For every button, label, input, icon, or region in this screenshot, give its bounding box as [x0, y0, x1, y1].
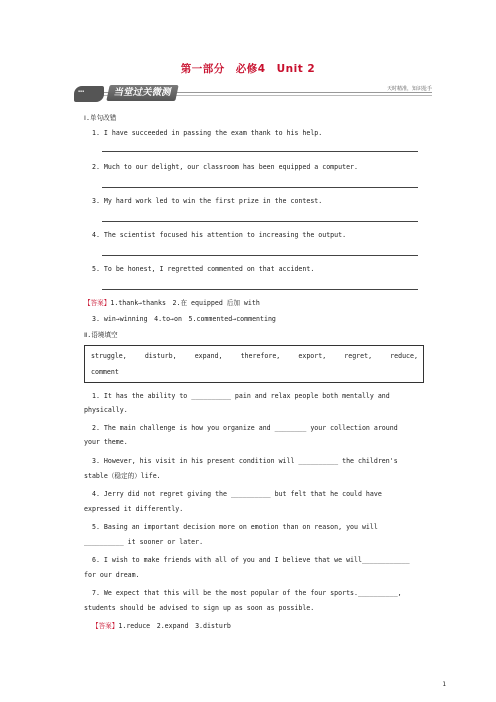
- answer-blank-2: [102, 187, 418, 188]
- fill-question-6-cont: for our dream.: [84, 571, 140, 579]
- fill-question-2: 2. The main challenge is how you organize and ________ your collection around: [92, 424, 398, 432]
- answer-key-1: [84, 299, 260, 308]
- word-bank-item: comment: [91, 368, 119, 376]
- section2-heading: Ⅱ.语境填空: [84, 331, 118, 339]
- answer-text: 1.reduce 2.expand 3.disturb: [118, 622, 231, 630]
- answer-key-1-continued: 3. win→winning 4.to→on 5.commented→commenting: [92, 315, 276, 323]
- fill-question-5-cont: __________ it sooner or later.: [84, 538, 204, 546]
- question-1: 1. I have succeeded in passing the exam thank to his help.: [92, 129, 323, 137]
- word-bank-box: [84, 345, 424, 383]
- word-bank-item: therefore,: [240, 352, 281, 360]
- answer-label: 【答案】: [92, 622, 119, 630]
- fill-question-4-cont: expressed it differently.: [84, 505, 184, 513]
- page-title: 第一部分 必修4 Unit 2: [180, 63, 316, 75]
- question-2: 2. Much to our delight, our classroom has been equipped a computer.: [92, 163, 358, 171]
- fill-question-3: 3. However, his visit in his present condition will __________ the children's: [92, 457, 398, 465]
- question-5: 5. To be honest, I regretted commented on that accident.: [92, 265, 315, 273]
- section-banner: [74, 84, 432, 106]
- fill-question-6: 6. I wish to make friends with all of you and I believe that we will____________: [92, 556, 410, 564]
- answer-label: 【答案】: [84, 299, 111, 307]
- section1-heading: Ⅰ.单句改错: [84, 114, 117, 122]
- fill-question-1: 1. It has the ability to __________ pain and relax people both mentally and: [92, 392, 390, 400]
- question-3: 3. My hard work led to win the first prize in the contest.: [92, 197, 323, 205]
- question-4: 4. The scientist focused his attention to increasing the output.: [92, 231, 347, 239]
- fill-question-7: 7. We expect that this will be the most popular of the four sports.__________,: [92, 589, 402, 597]
- word-bank-item: expand,: [194, 352, 223, 360]
- word-bank-item: struggle,: [91, 352, 127, 360]
- answer-blank-4: [102, 255, 418, 256]
- word-bank-item: reduce,: [390, 352, 418, 360]
- fill-question-3-cont: stable（稳定的）life.: [84, 472, 161, 480]
- word-bank-row: [91, 352, 418, 360]
- word-bank-item: regret,: [344, 352, 373, 360]
- fill-question-2-cont: your theme.: [84, 438, 128, 446]
- banner-logo-icon: ▪▪▪: [74, 86, 104, 102]
- fill-question-1-cont: physically.: [84, 406, 128, 414]
- answer-blank-5: [102, 289, 418, 290]
- fill-question-5: 5. Basing an important decision more on emotion than on reason, you will: [92, 523, 378, 531]
- answer-key-2: [92, 622, 231, 631]
- answer-text: 1.thank→thanks 2.在 equipped 后加 with: [110, 299, 260, 307]
- answer-blank-3: [102, 221, 418, 222]
- fill-question-4: 4. Jerry did not regret giving the __________ but felt that he could have: [92, 490, 382, 498]
- banner-heading: 当堂过关微测: [106, 85, 178, 101]
- page-number: 1: [442, 681, 446, 688]
- fill-question-7-cont: students should be advised to sign up as soon as possible.: [84, 604, 315, 612]
- word-bank-item: export,: [298, 352, 327, 360]
- word-bank-item: disturb,: [144, 352, 177, 360]
- answer-blank-1: [102, 151, 418, 152]
- banner-right-text: 天时精准，知识抢手: [384, 85, 432, 92]
